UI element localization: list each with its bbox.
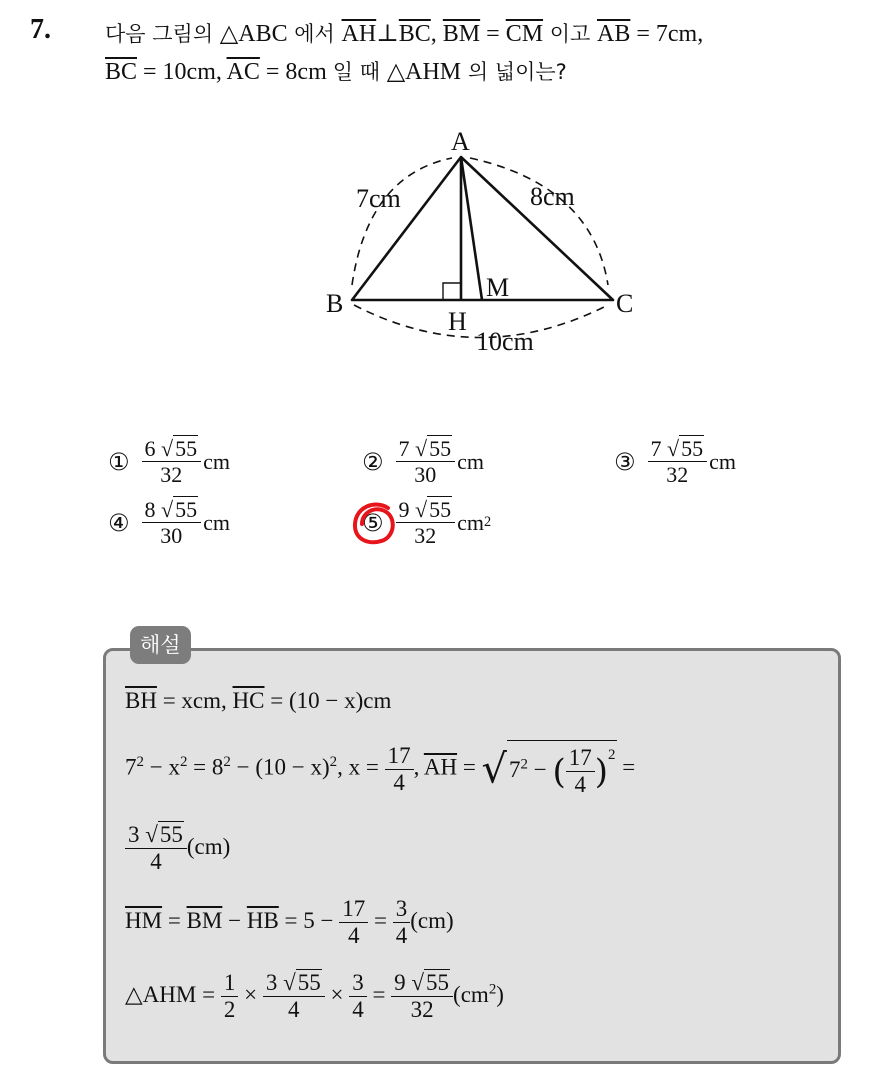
choice-4[interactable] xyxy=(108,497,230,549)
solution-line-2: $7^2 - x^2 = 8^2 - (10 - x)^2$, x = $\frac{17}{4}$ , $\overline{AH} = √7^2$ − ( $\frac{17}{4}$ )$^2$ = xyxy=(125,740,635,799)
s-triangle-ahm: △AHM xyxy=(125,982,197,1008)
choice-marker: ④ xyxy=(108,508,130,537)
segment-bh: $\overline{BH}$ xyxy=(125,688,157,713)
q-text: = 8cm xyxy=(259,59,333,85)
segment-bm: $\overline{BM}$ xyxy=(186,908,223,934)
q-text: 다음 그림의 xyxy=(105,22,220,46)
unit: cm xyxy=(457,509,484,535)
right-angle-mark xyxy=(443,283,460,300)
fraction: $\frac{3 √55}{4}$ xyxy=(263,970,325,1024)
triangle-abc xyxy=(352,157,613,300)
choice-2[interactable] xyxy=(362,436,484,488)
fraction: $\frac{3 √55}{4}$ xyxy=(125,822,187,876)
choice-5[interactable]: ⑤ $\frac{9 √55}{32}$ cm 2 xyxy=(362,497,492,549)
q-text: 일 때 xyxy=(332,60,387,84)
choice-1[interactable] xyxy=(108,436,230,488)
fraction: $\frac{17}{4}$ xyxy=(385,743,414,797)
q-text: 의 넓이는? xyxy=(461,60,567,84)
choice-marker: ⑤ xyxy=(362,508,384,537)
s-text: = xcm, xyxy=(156,688,233,713)
solution-line-5: △AHM = $\frac{1}{2}$ × $\frac{3 √55}{4}$ × $\frac{3}{4}$ = $\frac{9 √55}{32}$ $(cm^2)$ xyxy=(125,970,504,1023)
q-text: = 10cm, xyxy=(137,59,227,85)
fraction: $\frac{7 √55}{32}$ xyxy=(648,436,708,488)
fraction: $\frac{8 √55}{30}$ xyxy=(142,497,202,549)
segment-ah: $\overline{AH}$ xyxy=(423,754,458,780)
solution-line-3: $\frac{3 √55}{4}$ (cm) xyxy=(125,822,230,876)
answer-circle-icon xyxy=(348,500,404,550)
length-label-ac: 8cm xyxy=(530,182,575,211)
length-label-bc: 10cm xyxy=(476,327,534,356)
median-am xyxy=(461,157,482,300)
segment-hc: $\overline{HC}$ xyxy=(232,688,265,713)
triangle-figure xyxy=(0,0,884,400)
q-text: 에서 xyxy=(287,22,342,46)
solution-tag: 해설 xyxy=(130,626,191,664)
segment-bc: $\overline{BC}$ xyxy=(105,59,138,85)
s-text: = (10 − x)cm xyxy=(264,688,392,713)
perp-symbol: ⊥ xyxy=(376,21,399,47)
unit: cm xyxy=(709,448,736,474)
solution-line-4: $\overline{HM} = \overline{BM} - \overline{HB} = 5$ − $\frac{17}{4}$ = $\frac{3}{4}$ (cm) xyxy=(125,896,454,949)
q-text: , xyxy=(430,21,443,47)
length-label-ab: 7cm xyxy=(356,184,401,213)
segment-hm: $\overline{HM}$ xyxy=(125,908,163,934)
segment-ac: $\overline{AC}$ xyxy=(226,59,260,85)
segment-ah: $\overline{AH}$ xyxy=(341,21,377,47)
point-label-h: H xyxy=(448,307,467,336)
fraction: $\frac{7 √55}{30}$ xyxy=(396,436,456,488)
solution-line-1 xyxy=(125,688,391,714)
fraction: $\frac{3}{4}$ xyxy=(393,896,411,950)
dashed-arc-ab xyxy=(352,158,452,285)
vertex-label-b: B xyxy=(326,289,344,318)
vertex-label-c: C xyxy=(616,289,634,318)
q-text: = xyxy=(480,21,506,47)
q-triangle-abc: △ABC xyxy=(219,21,288,47)
unit: cm xyxy=(203,448,230,474)
segment-hb: $\overline{HB}$ xyxy=(246,908,279,934)
point-label-m: M xyxy=(486,273,510,302)
fraction: $\frac{9 √55}{32}$ xyxy=(391,970,453,1024)
segment-bm: $\overline{BM}$ xyxy=(442,21,481,47)
question-number: 7. xyxy=(30,14,51,45)
q-text: = 7cm, xyxy=(630,21,704,47)
fraction: $\frac{1}{2}$ xyxy=(221,970,239,1024)
dashed-arc-ac xyxy=(470,158,608,285)
vertex-label-a: A xyxy=(451,127,470,156)
fraction: $\frac{9 √55}{32}$ xyxy=(396,497,456,549)
unit: cm xyxy=(457,448,484,474)
big-radical: $√7^2$ − ( $\frac{17}{4}$ )$^2$ xyxy=(482,740,617,799)
segment-ab: $\overline{AB}$ xyxy=(597,21,631,47)
choice-marker: ② xyxy=(362,447,384,476)
q-text: 이고 xyxy=(543,22,597,46)
segment-bc: $\overline{BC}$ xyxy=(398,21,431,47)
choice-3[interactable] xyxy=(614,436,736,488)
unit: cm xyxy=(203,509,230,535)
choice-marker: ① xyxy=(108,447,130,476)
segment-cm: $\overline{CM}$ xyxy=(505,21,544,47)
fraction: $\frac{3}{4}$ xyxy=(349,970,367,1024)
fraction: $\frac{6 √55}{32}$ xyxy=(142,436,202,488)
q-triangle-ahm: △AHM xyxy=(386,59,462,85)
choice-marker: ③ xyxy=(614,447,636,476)
fraction: $\frac{17}{4}$ xyxy=(339,896,368,950)
